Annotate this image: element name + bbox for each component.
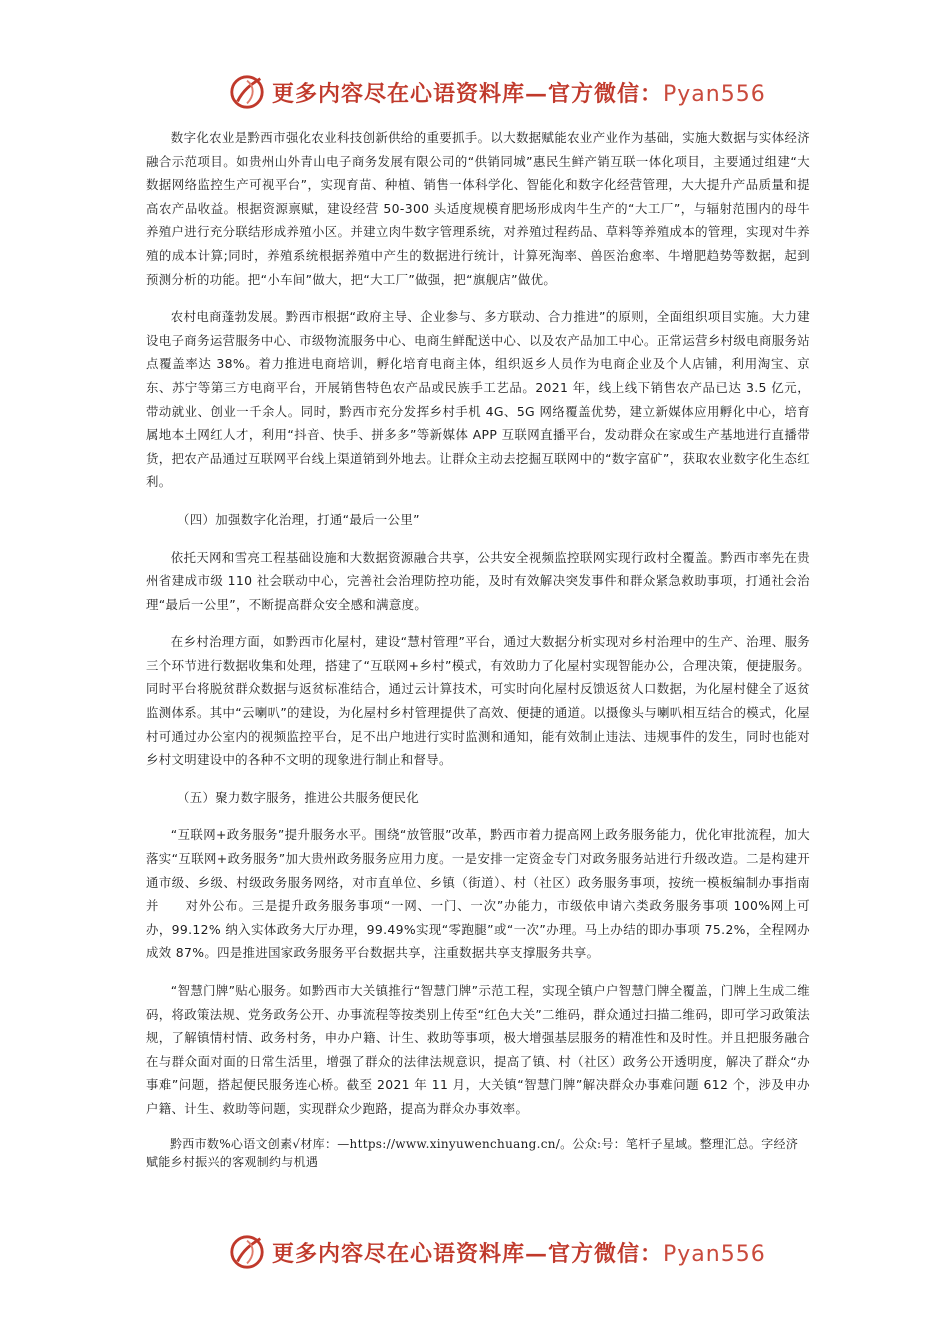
section-heading-4: （四）加强数字化治理，打通“最后一公里” xyxy=(177,511,420,527)
section-heading-5: （五）聚力数字服务，推进公共服务便民化 xyxy=(177,789,420,805)
banner-wechat-id: Pyan556 xyxy=(663,81,766,107)
paragraph-digital-agriculture: 数字化农业是黔西市强化农业科技创新供给的重要抓手。以大数据赋能农业产业作为基础，实施大数据与实体经济融合示范项目。如贵州山外青山电子商务发展有限公司的“供销同城”惠民生鲜产销互联一体化项目，主要通过组建“大数据网络监控生产可视平台”，实现育苗、种植、销售一体科学化、智能化和数字化经营管理，大大提升产品质量和提高农产品收益。根据资源禀赋，建设经营 50-300 头适度规模育肥场形成肉牛生产的“大工厂”，与辐射范围内的母牛养殖户进行充分联结形成养殖小区。并建立肉牛数字管理系统，对养殖过程药品、草料等养殖成本的管理，实现对牛养殖的成本计算;同时，养殖系统根据养殖中产生的数据进行统计，计算死淘率、兽医治愈率、牛增肥趋势等数据，起到预测分析的功能。把“小车间”做大，把“大工厂”做强，把“旗舰店”做优。 xyxy=(146,130,810,287)
banner-text xyxy=(272,1237,766,1268)
source-note: 黔西市数%心语文创素√材库：—https://www.xinyuwenchuang.cn/。公众:号：笔杆子星域。整理汇总。字经济赋能乡村振兴的客观制约与机遇 xyxy=(146,1136,799,1169)
footer-banner xyxy=(228,1230,766,1274)
banner-text xyxy=(272,77,766,108)
paragraph-smart-doorplate: “智慧门牌”贴心服务。如黔西市大关镇推行“智慧门牌”示范工程，实现全镇户户智慧门牌全覆盖，门牌上生成二维码，将政策法规、党务政务公开、办事流程等按类别上传至“红色大关”二维码，群众通过扫描二维码，即可学习政策法规，了解镇情村情、政务村务，申办户籍、计生、救助等事项，极大增强基层服务的精准性和及时性。并且把服务融合在与群众面对面的日常生活里，增强了群众的法律法规意识，提高了镇、村（社区）政务公开透明度，解决了群众“办事难”问题，搭起便民服务连心桥。截至 2021 年 11 月，大关镇“智慧门牌”解决群众办事难问题 612 个，涉及申办户籍、计生、救助等问题，实现群众少跑路，提高为群众办事效率。 xyxy=(146,983,810,1116)
brand-logo-icon xyxy=(228,1233,266,1271)
brand-logo-icon xyxy=(228,73,266,111)
header-banner xyxy=(228,70,766,114)
banner-wechat-id: Pyan556 xyxy=(663,1241,766,1267)
document-body xyxy=(146,126,810,1171)
banner-slogan: 更多内容尽在心语资料库—官方微信： xyxy=(272,80,664,107)
paragraph-skynet-sharp-eyes: 依托天网和雪亮工程基础设施和大数据资源融合共享，公共安全视频监控联网实现行政村全覆盖。黔西市率先在贵州省建成市级 110 社会联动中心，完善社会治理防控功能，及时有效解决突发事件和群众紧急救助事项，打通社会治理“最后一公里”，不断提高群众安全感和满意度。 xyxy=(146,549,810,612)
paragraph-internet-government: “互联网+政务服务”提升服务水平。围绕“放管服”改革，黔西市着力提高网上政务服务能力，优化审批流程，加大落实“互联网+政务服务”加大贵州政务服务应用力度。一是安排一定资金专门对政务服务站进行升级改造。二是构建开通市级、乡级、村级政务服务网络，对市直单位、乡镇（街道）、村（社区）政务服务事项，按统一模板编制办事指南并 对外公布。三是提升政务服务事项“一网、一门、一次”办能力，市级依申请六类政务服务事项 100%网上可办，99.12% 纳入实体政务大厅办理，99.49%实现“零跑腿”或“一次”办理。马上办结的即办事项 75.2%，全程网办成效 87%。四是推进国家政务服务平台数据共享，注重数据共享支撑服务共享。 xyxy=(146,827,810,961)
paragraph-rural-governance: 在乡村治理方面，如黔西市化屋村，建设“慧村管理”平台，通过大数据分析实现对乡村治理中的生产、治理、服务三个环节进行数据收集和处理，搭建了“互联网+乡村”模式，有效助力了化屋村实现智能办公，合理决策，便捷服务。同时平台将脱贫群众数据与返贫标准结合，通过云计算技术，可实时向化屋村反馈返贫人口数据，为化屋村健全了返贫监测体系。其中“云喇叭”的建设，为化屋村乡村管理提供了高效、便捷的通道。以摄像头与喇叭相互结合的模式，化屋村可通过办公室内的视频监控平台，足不出户地进行实时监测和通知，能有效制止违法、违规事件的发生，同时也能对乡村文明建设中的各种不文明的现象进行制止和督导。 xyxy=(146,634,810,768)
banner-slogan: 更多内容尽在心语资料库—官方微信： xyxy=(272,1240,664,1267)
paragraph-rural-ecommerce: 农村电商蓬勃发展。黔西市根据“政府主导、企业参与、多方联动、合力推进”的原则，全面组织项目实施。大力建设电子商务运营服务中心、市级物流服务中心、电商生鲜配送中心、以及农产品加工中心。正常运营乡村级电商服务站点覆盖率达 38%。着力推进电商培训，孵化培育电商主体，组织返乡人员作为电商企业及个人店铺，利用淘宝、京东、苏宁等第三方电商平台，开展销售特色农产品或民族手工艺品。2021 年，线上线下销售农产品已达 3.5 亿元，带动就业、创业一千余人。同时，黔西市充分发挥乡村手机 4G、5G 网络覆盖优势，建立新媒体应用孵化中心，培育属地本土网红人才，利用“抖音、快手、拼多多”等新媒体 APP 互联网直播平台，发动群众在家或生产基地进行直播带货，把农产品通过互联网平台线上渠道销到外地去。让群众主动去挖掘互联网中的“数字富矿”，获取农业数字化生态红利。 xyxy=(146,309,810,490)
